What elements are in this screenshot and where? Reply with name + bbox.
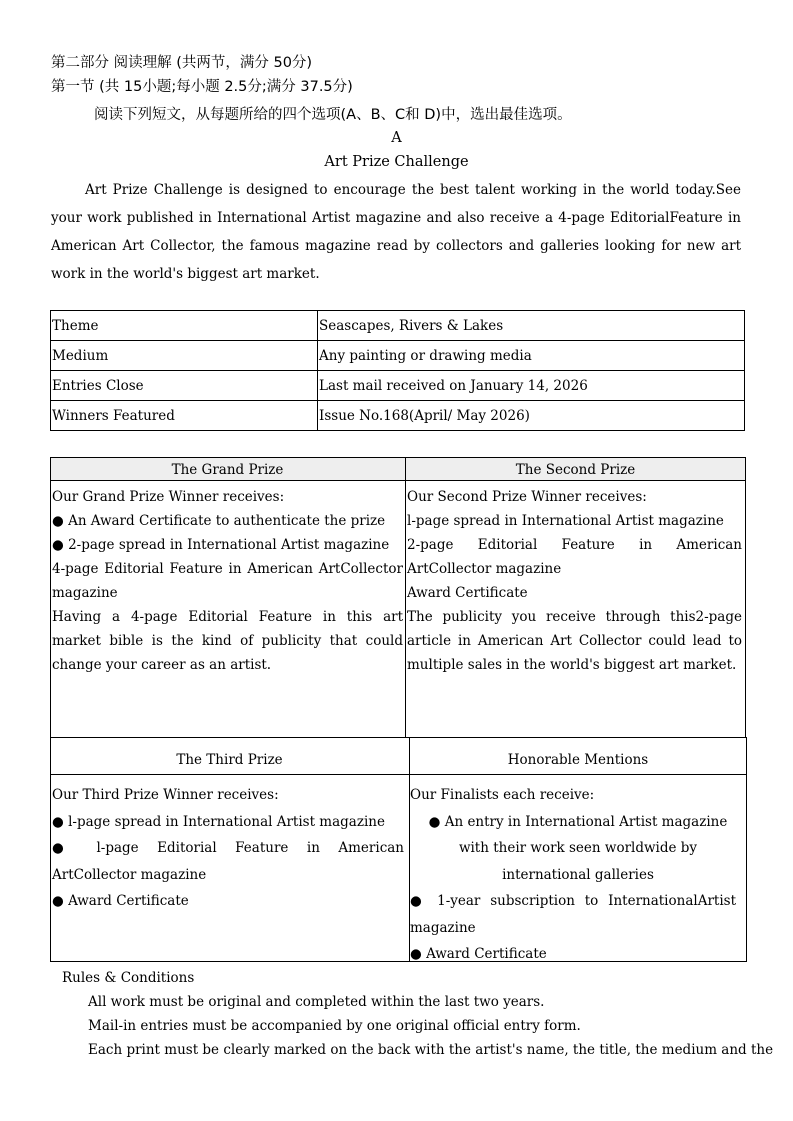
rule-item: All work must be original and completed within the last two years. bbox=[88, 994, 545, 1010]
third-prize-body bbox=[52, 782, 404, 915]
third-line: ● Award Certificate bbox=[52, 893, 189, 909]
second-line: Our Second Prize Winner receives: bbox=[407, 489, 647, 505]
third-line: ● l-page Editorial Feature in American ArtCollector magazine bbox=[52, 840, 404, 883]
part-heading: 第二部分 阅读理解 (共两节，满分 50分) bbox=[51, 55, 313, 71]
second-prize-body bbox=[407, 485, 742, 677]
divider bbox=[50, 774, 747, 775]
info-table bbox=[50, 310, 745, 431]
passage-letter: A bbox=[391, 130, 402, 146]
third-prize-title: The Third Prize bbox=[176, 752, 283, 768]
table-row bbox=[51, 311, 745, 341]
grand-line: Having a 4-page Editorial Feature in this art market bible is the kind of publicity that could change your career as an artist. bbox=[52, 609, 403, 673]
grand-line: ● 2-page spread in International Artist magazine bbox=[52, 537, 390, 553]
table-row bbox=[51, 371, 745, 401]
third-line: ● l-page spread in International Artist magazine bbox=[52, 813, 385, 830]
instruction-text: 阅读下列短文，从每题所给的四个选项(A、B、C和 D)中，选出最佳选项。 bbox=[94, 107, 572, 123]
table-row bbox=[51, 401, 745, 431]
divider bbox=[405, 457, 406, 738]
grand-prize-body bbox=[52, 485, 403, 677]
second-line: The publicity you receive through this2-page article in American Art Collector could lead to multiple sales in the world's biggest art market. bbox=[407, 609, 742, 673]
passage-title: Art Prize Challenge bbox=[324, 154, 469, 170]
entries-close-label: Entries Close bbox=[51, 371, 318, 401]
entries-close-value: Last mail received on January 14, 2026 bbox=[318, 371, 745, 401]
medium-label: Medium bbox=[51, 341, 318, 371]
winners-featured-label: Winners Featured bbox=[51, 401, 318, 431]
rules-list bbox=[88, 990, 774, 1062]
honorable-title: Honorable Mentions bbox=[507, 752, 649, 768]
medium-value: Any painting or drawing media bbox=[318, 341, 745, 371]
grand-prize-title: The Grand Prize bbox=[171, 462, 284, 478]
grand-line: 4-page Editorial Feature in American ArtCollector magazine bbox=[52, 561, 403, 601]
honorable-line: ● Award Certificate bbox=[410, 946, 547, 962]
honorable-line: ● An entry in International Artist magazine with their work seen worldwide by international galleries bbox=[428, 813, 728, 883]
winners-featured-value: Issue No.168(April/ May 2026) bbox=[318, 401, 745, 431]
third-line: Our Third Prize Winner receives: bbox=[52, 787, 279, 803]
second-line: 2-page Editorial Feature in American ArtCollector magazine bbox=[407, 537, 742, 577]
second-line: Award Certificate bbox=[407, 585, 528, 601]
section-heading: 第一节 (共 15小题;每小题 2.5分;满分 37.5分) bbox=[51, 79, 353, 95]
honorable-body bbox=[410, 782, 736, 968]
rules-title: Rules & Conditions bbox=[62, 970, 195, 986]
rule-item: Mail-in entries must be accompanied by one original official entry form. bbox=[88, 1018, 581, 1034]
passage-intro: Art Prize Challenge is designed to encourage the best talent working in the world today.See your work published in International Artist magazine and also receive a 4-page EditorialFeature in American Art Collector, the famous magazine read by collectors and galleries looking for new art work in the world's biggest art market. bbox=[51, 182, 741, 282]
table-row bbox=[51, 341, 745, 371]
second-prize-title: The Second Prize bbox=[515, 462, 636, 478]
grand-line: Our Grand Prize Winner receives: bbox=[52, 489, 285, 505]
honorable-line: Our Finalists each receive: bbox=[410, 787, 595, 803]
theme-value: Seascapes, Rivers & Lakes bbox=[318, 311, 745, 341]
grand-line: ● An Award Certificate to authenticate the prize bbox=[52, 513, 386, 529]
second-line: l-page spread in International Artist magazine bbox=[407, 513, 724, 529]
honorable-line: ● 1-year subscription to InternationalArtist magazine bbox=[410, 893, 736, 936]
theme-label: Theme bbox=[51, 311, 318, 341]
rule-item: Each print must be clearly marked on the back with the artist's name, the title, the medium and the bbox=[88, 1042, 774, 1058]
